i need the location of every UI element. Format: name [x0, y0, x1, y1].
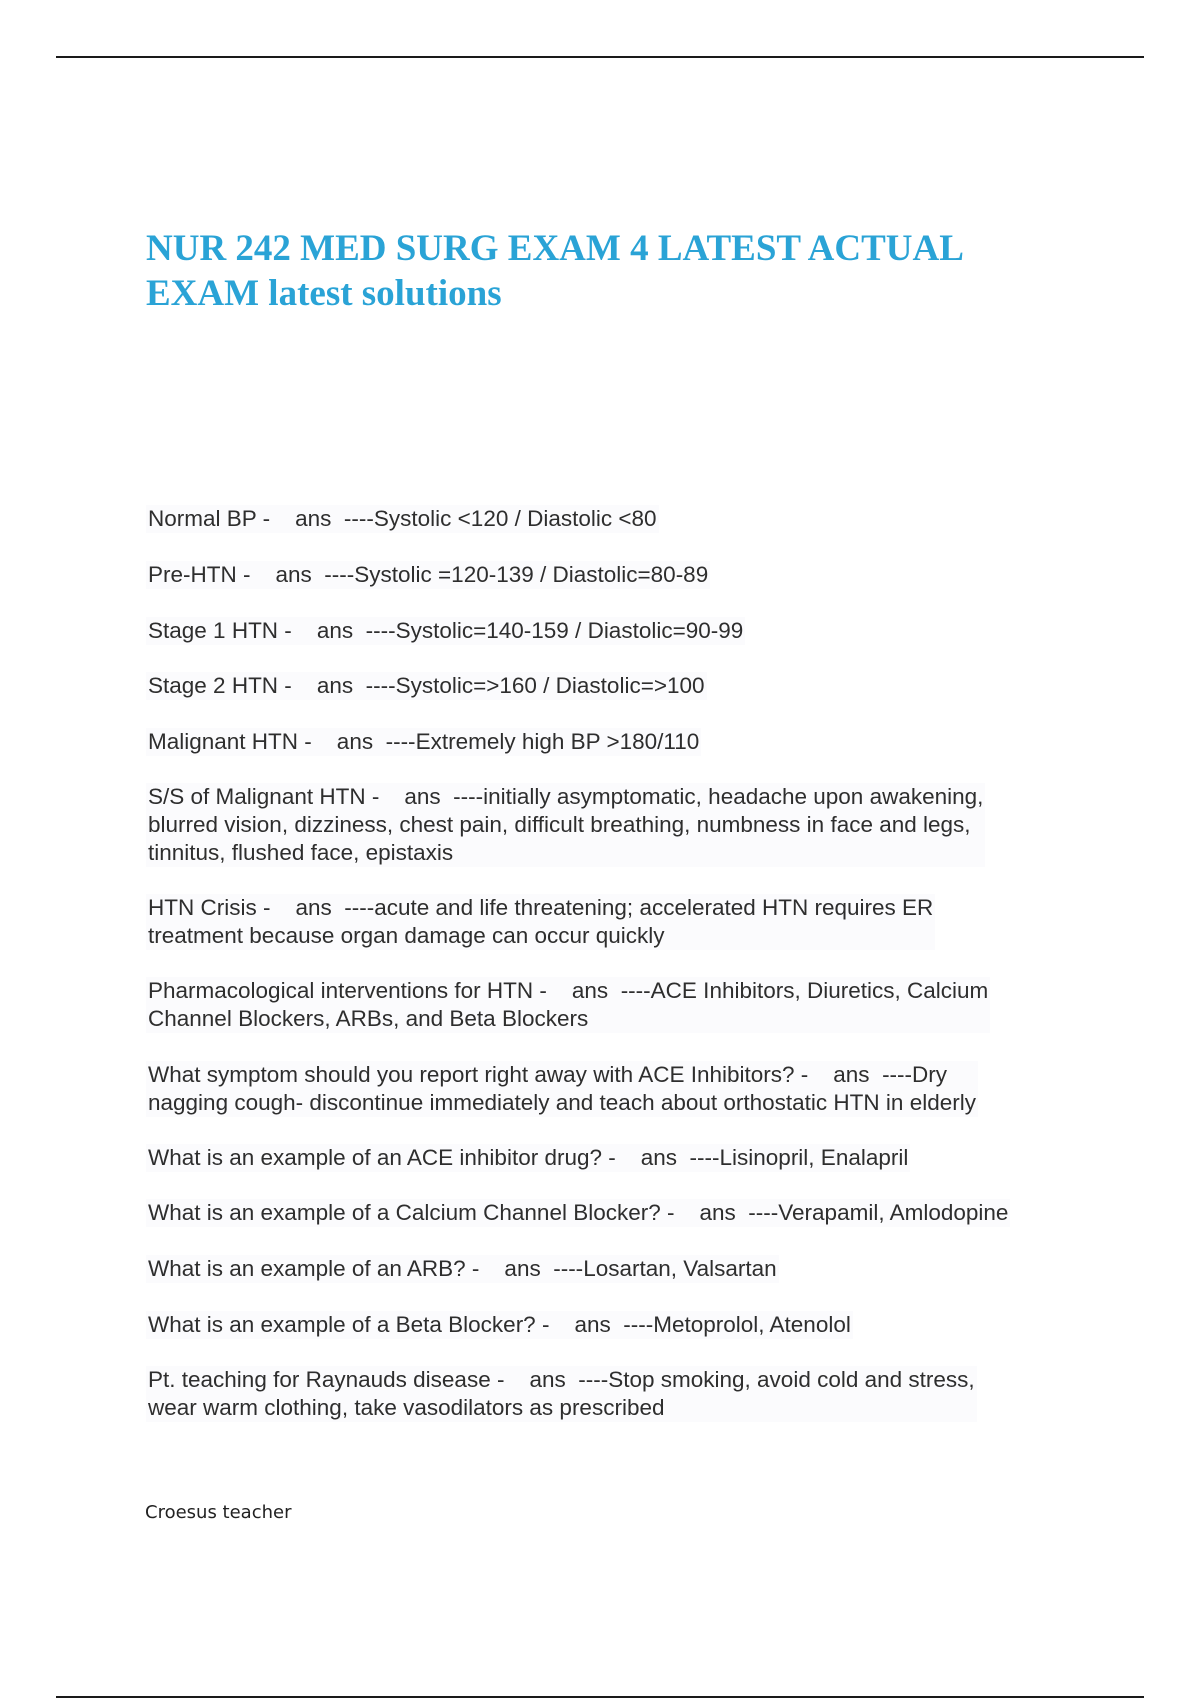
qa-question: Pt. teaching for Raynauds disease -	[148, 1367, 511, 1392]
qa-separator: ans ----	[485, 1256, 584, 1281]
qa-separator: ans ----	[276, 506, 374, 531]
qa-question: What is an example of an ACE inhibitor drug? -	[148, 1145, 622, 1170]
qa-separator: ans ----	[385, 784, 484, 809]
qa-item	[146, 1199, 1010, 1227]
qa-item	[146, 728, 701, 756]
qa-answer: initially asymptomatic, headache upon awakening, blurred vision, dizziness, chest pain, difficult breathing, numbness in face and legs, tinnitus, flushed face, epistaxis	[148, 784, 984, 865]
qa-separator: ans ----	[298, 618, 396, 643]
qa-question: Pharmacological interventions for HTN -	[148, 978, 554, 1003]
qa-item	[146, 1061, 978, 1117]
qa-item	[146, 505, 659, 533]
qa-answer: acute and life threatening; accelerated HTN requires ER treatment because organ damage can occur quickly	[148, 895, 934, 948]
qa-separator: ans ----	[814, 1062, 913, 1087]
qa-answer: Lisinopril, Enalapril	[719, 1145, 909, 1170]
qa-separator: ans ----	[680, 1200, 779, 1225]
qa-question: HTN Crisis -	[148, 895, 277, 920]
title-line-1: NUR 242 MED SURG EXAM 4 LATEST ACTUAL	[146, 228, 964, 269]
qa-answer: Systolic=140-159 / Diastolic=90-99	[395, 618, 744, 643]
qa-separator: ans ----	[622, 1145, 720, 1170]
qa-item	[146, 672, 707, 700]
qa-question: Stage 2 HTN -	[148, 673, 299, 698]
qa-separator: ans ----	[318, 729, 416, 754]
qa-question: What is an example of a Calcium Channel Blocker? -	[148, 1200, 681, 1225]
qa-item	[146, 977, 990, 1033]
footer-author: Croesus teacher	[145, 1502, 292, 1523]
qa-question: What is an example of an ARB? -	[148, 1256, 486, 1281]
document-title	[146, 226, 1046, 316]
qa-item	[146, 783, 985, 867]
qa-question: S/S of Malignant HTN -	[148, 784, 386, 809]
qa-item	[146, 561, 710, 589]
qa-answer: Losartan, Valsartan	[583, 1256, 777, 1281]
qa-answer: Systolic=>160 / Diastolic=>100	[395, 673, 705, 698]
qa-separator: ans ----	[553, 978, 651, 1003]
qa-question: Malignant HTN -	[148, 729, 319, 754]
qa-separator: ans ----	[256, 562, 355, 587]
qa-answer: Extremely high BP >180/110	[415, 729, 700, 754]
qa-question: What is an example of a Beta Blocker? -	[148, 1312, 556, 1337]
title-line-2: EXAM latest solutions	[146, 273, 502, 314]
qa-answer: Metoprolol, Atenolol	[653, 1312, 851, 1337]
qa-answer: Stop smoking, avoid cold and stress, wear warm clothing, take vasodilators as prescribed	[148, 1367, 975, 1420]
qa-answer: Dry nagging cough- discontinue immediately and teach about orthostatic HTN in elderly	[148, 1062, 976, 1115]
qa-item	[146, 894, 935, 950]
qa-item	[146, 1366, 977, 1422]
qa-question: Stage 1 HTN -	[148, 618, 299, 643]
qa-answer: Systolic <120 / Diastolic <80	[373, 506, 657, 531]
top-rule	[56, 56, 1144, 58]
qa-item	[146, 1255, 779, 1283]
qa-item	[146, 617, 745, 645]
qa-question: Normal BP -	[148, 506, 277, 531]
qa-answer: Systolic =120-139 / Diastolic=80-89	[354, 562, 709, 587]
qa-item	[146, 1311, 853, 1339]
qa-answer: ACE Inhibitors, Diuretics, Calcium Channel Blockers, ARBs, and Beta Blockers	[148, 978, 989, 1031]
qa-item	[146, 1144, 910, 1172]
bottom-rule	[56, 1696, 1144, 1698]
qa-separator: ans ----	[510, 1367, 609, 1392]
qa-question: Pre-HTN -	[148, 562, 257, 587]
qa-answer: Verapamil, Amlodopine	[778, 1200, 1009, 1225]
qa-separator: ans ----	[276, 895, 375, 920]
qa-separator: ans ----	[555, 1312, 654, 1337]
qa-separator: ans ----	[298, 673, 396, 698]
qa-question: What symptom should you report right away with ACE Inhibitors? -	[148, 1062, 815, 1087]
